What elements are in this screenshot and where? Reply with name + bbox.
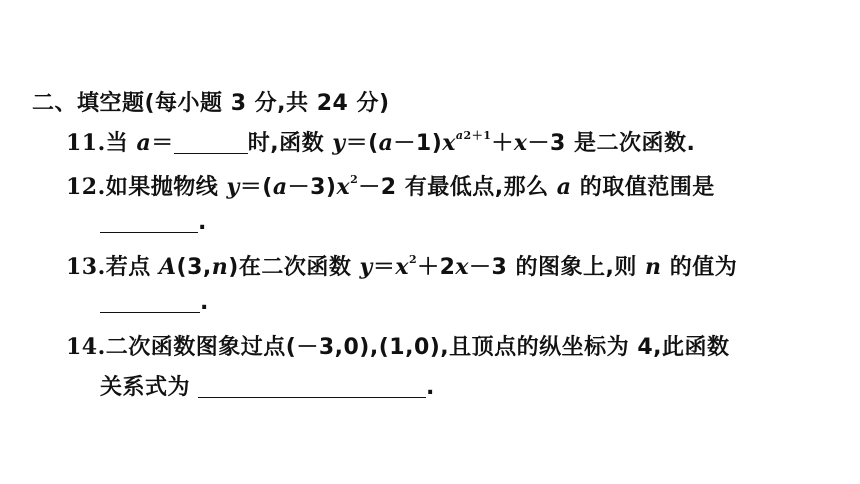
- question-number: 13.: [66, 254, 106, 280]
- math-variable: y: [332, 130, 346, 156]
- math-variable: a: [378, 130, 394, 156]
- exponent: 2: [408, 253, 418, 266]
- question-text: 当: [105, 131, 129, 156]
- period: .: [198, 210, 207, 235]
- question-text: (3,: [176, 255, 212, 280]
- question-text: －3 的图象上,则: [469, 255, 637, 280]
- question-text: ＝: [372, 255, 396, 280]
- question-text: 时,函数: [247, 131, 325, 156]
- section-header-text: 二、填空题(每小题 3 分,共 24 分): [32, 91, 390, 116]
- question-text: －3 是二次函数.: [527, 131, 696, 156]
- question-number: 12.: [66, 174, 106, 200]
- answer-blank[interactable]: [100, 292, 200, 313]
- question-number: 14.: [66, 334, 106, 360]
- question-text: 若点: [105, 255, 151, 280]
- question-14-answer-line: [100, 370, 435, 401]
- period: .: [426, 375, 435, 400]
- question-13: [66, 250, 737, 281]
- math-variable: x: [513, 130, 528, 156]
- math-variable: a: [556, 174, 572, 200]
- answer-blank[interactable]: [198, 377, 426, 398]
- math-variable: A: [158, 254, 177, 280]
- math-variable: n: [211, 254, 229, 280]
- question-text: －3): [287, 175, 337, 200]
- math-variable: y: [226, 174, 240, 200]
- question-text: ＋: [491, 131, 514, 156]
- question-text: 的值为: [669, 255, 738, 280]
- math-variable: y: [359, 254, 373, 280]
- answer-blank[interactable]: [100, 212, 198, 233]
- question-text: 的取值范围是: [579, 175, 715, 200]
- exponent: 2: [350, 173, 359, 186]
- question-text: 关系式为: [100, 375, 191, 400]
- question-number: 11.: [66, 130, 106, 156]
- math-variable: a: [136, 130, 152, 156]
- question-text: )在二次函数: [228, 255, 352, 280]
- question-text: ＝: [151, 131, 174, 156]
- question-text: ＝(: [345, 131, 379, 156]
- question-text: －2 有最低点,那么: [358, 175, 549, 200]
- exponent-text: 2＋1: [463, 129, 492, 142]
- answer-blank[interactable]: [174, 133, 248, 154]
- exponent: [456, 129, 491, 142]
- question-12: [66, 170, 715, 201]
- question-text: 如果抛物线: [105, 175, 219, 200]
- math-variable: n: [645, 254, 662, 280]
- question-text: 二次函数图象过点(－3,0),(1,0),且顶点的纵坐标为 4,此函数: [105, 335, 730, 360]
- question-11: [66, 126, 695, 157]
- question-14: [66, 330, 730, 361]
- math-variable: x: [442, 130, 456, 156]
- math-variable: a: [272, 174, 288, 200]
- question-12-answer-line: [100, 210, 207, 235]
- math-variable: x: [455, 254, 470, 280]
- period: .: [200, 290, 209, 315]
- question-text: ＋2: [417, 255, 456, 280]
- math-variable: x: [395, 254, 409, 280]
- math-variable: x: [336, 174, 351, 200]
- question-text: ＝(: [239, 175, 273, 200]
- exponent-variable: a: [455, 129, 464, 142]
- section-header: [32, 86, 390, 117]
- question-13-answer-line: [100, 290, 209, 315]
- question-text: －1): [393, 131, 443, 156]
